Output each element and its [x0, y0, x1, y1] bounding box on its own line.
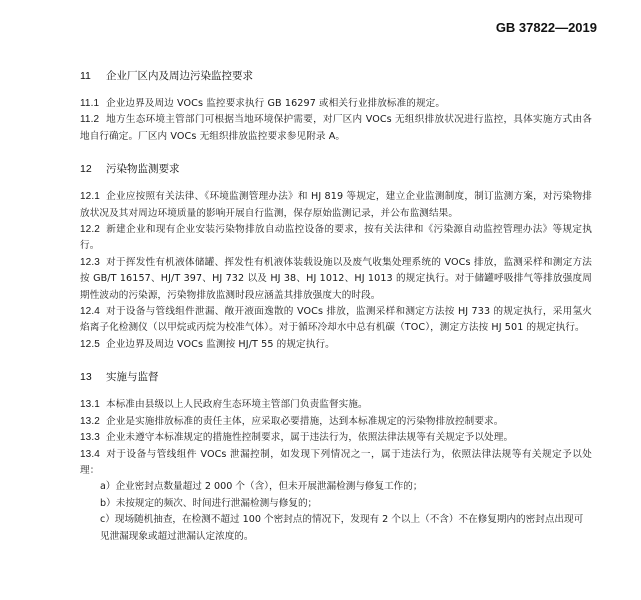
clause-text: 企业是实施排放标准的责任主体，应采取必要措施，达到本标准规定的污染物排放控制要求。 — [106, 415, 504, 427]
clause-text: 本标准由县级以上人民政府生态环境主管部门负责监督实施。 — [106, 399, 368, 411]
section-title: 污染物监测要求 — [106, 163, 180, 176]
section-number: 11 — [80, 70, 91, 82]
list-item-b — [80, 496, 592, 512]
clause-number: 12.3 — [80, 256, 100, 268]
section-heading-13 — [80, 369, 592, 385]
section-title: 企业厂区内及周边污染监控要求 — [106, 70, 253, 82]
clause-number: 13.1 — [80, 399, 100, 411]
clause-number: 12.5 — [80, 338, 100, 350]
clause-text: 企业边界及周边 VOCs 监控要求执行 GB 16297 或相关行业排放标准的规定。 — [106, 98, 446, 109]
clause-text: 地方生态环境主管部门可根据当地环境保护需要，对厂区内 VOCs 无组织排放状况进行监控，具体实施方式由各地自行确定。厂区内 VOCs 无组织排放监控要求参见附录 A。 — [80, 114, 592, 142]
standard-code: GB 37822—2019 — [495, 20, 597, 35]
clause-text: 企业应按照有关法律、《环境监测管理办法》和 HJ 819 等规定，建立企业监测制度，制订监测方案，对污染物排放状况及其对周边环境质量的影响开展自行监测，保存原始监测记录，并公布监测结果。 — [80, 191, 592, 219]
clause-12-5 — [80, 337, 592, 353]
clause-13-4 — [80, 447, 592, 480]
clause-text: 对于设备与管线组件泄漏、敞开液面逸散的 VOCs 排放，监测采样和测定方法按 HJ 733 的规定执行，采用氢火焰离子化检测仪（以甲烷或丙烷为校准气体）。对于循环冷却水中总有机碳（TOC），测定方法按 HJ 501 的规定执行。 — [80, 306, 592, 334]
list-item-a — [80, 479, 592, 495]
list-item-label: c） — [100, 514, 115, 526]
clause-text: 企业未遵守本标准规定的措施性控制要求，属于违法行为，依照法律法规等有关规定予以处理。 — [106, 432, 514, 444]
list-item-text: 未按规定的频次、时间进行泄漏检测与修复的； — [115, 497, 318, 509]
clause-text: 企业边界及周边 VOCs 监测按 HJ/T 55 的规定执行。 — [106, 338, 335, 350]
section-number: 13 — [80, 371, 92, 384]
list-item-c — [80, 512, 592, 545]
clause-number: 12.4 — [80, 306, 100, 318]
clause-11-1 — [80, 96, 592, 112]
section-heading-11 — [80, 68, 592, 84]
clause-13-2 — [80, 414, 592, 430]
list-item-label: a） — [100, 481, 116, 493]
clause-number: 12.1 — [80, 191, 100, 203]
section-number: 12 — [80, 163, 92, 176]
clause-text: 新建企业和现有企业安装污染物排放自动监控设备的要求，按有关法律和《污染源自动监控管理办法》等规定执行。 — [80, 224, 592, 252]
clause-number: 11.2 — [80, 114, 100, 126]
clause-number: 13.3 — [80, 432, 100, 444]
section-heading-12 — [80, 161, 592, 177]
clause-number: 11.1 — [80, 98, 100, 109]
list-item-text: 企业密封点数量超过 2 000 个（含），但未开展泄漏检测与修复工作的； — [115, 481, 423, 493]
section-title: 实施与监督 — [106, 371, 159, 384]
clause-number: 13.4 — [80, 448, 100, 460]
document-body — [80, 68, 592, 545]
clause-number: 12.2 — [80, 224, 100, 236]
clause-12-4 — [80, 304, 592, 337]
list-item-label: b） — [100, 497, 116, 509]
clause-13-1 — [80, 397, 592, 413]
clause-number: 13.2 — [80, 415, 100, 427]
clause-text: 对于设备与管线组件 VOCs 泄漏控制，如发现下列情况之一，属于违法行为，依照法律法规等有关规定予以处理： — [80, 448, 592, 476]
clause-11-2 — [80, 112, 592, 145]
list-item-text: 现场随机抽查，在检测不超过 100 个密封点的情况下，发现有 2 个以上（不含）不在修复期内的密封点出现可见泄漏现象或超过泄漏认定浓度的。 — [100, 514, 584, 542]
clause-12-2 — [80, 222, 592, 255]
clause-12-3 — [80, 255, 592, 304]
clause-12-1 — [80, 189, 592, 222]
clause-13-3 — [80, 430, 592, 446]
clause-text: 对于挥发性有机液体储罐、挥发性有机液体装载设施以及废气收集处理系统的 VOCs 排放，监测采样和测定方法按 GB/T 16157、HJ/T 397、HJ 732 以及 HJ 38、HJ 1012、HJ 1013 的规定执行。对于储罐呼吸排气等排放强度周期性波动的污染源，污染物排放监测时段应涵盖其排放强度大的时段。 — [80, 256, 592, 301]
